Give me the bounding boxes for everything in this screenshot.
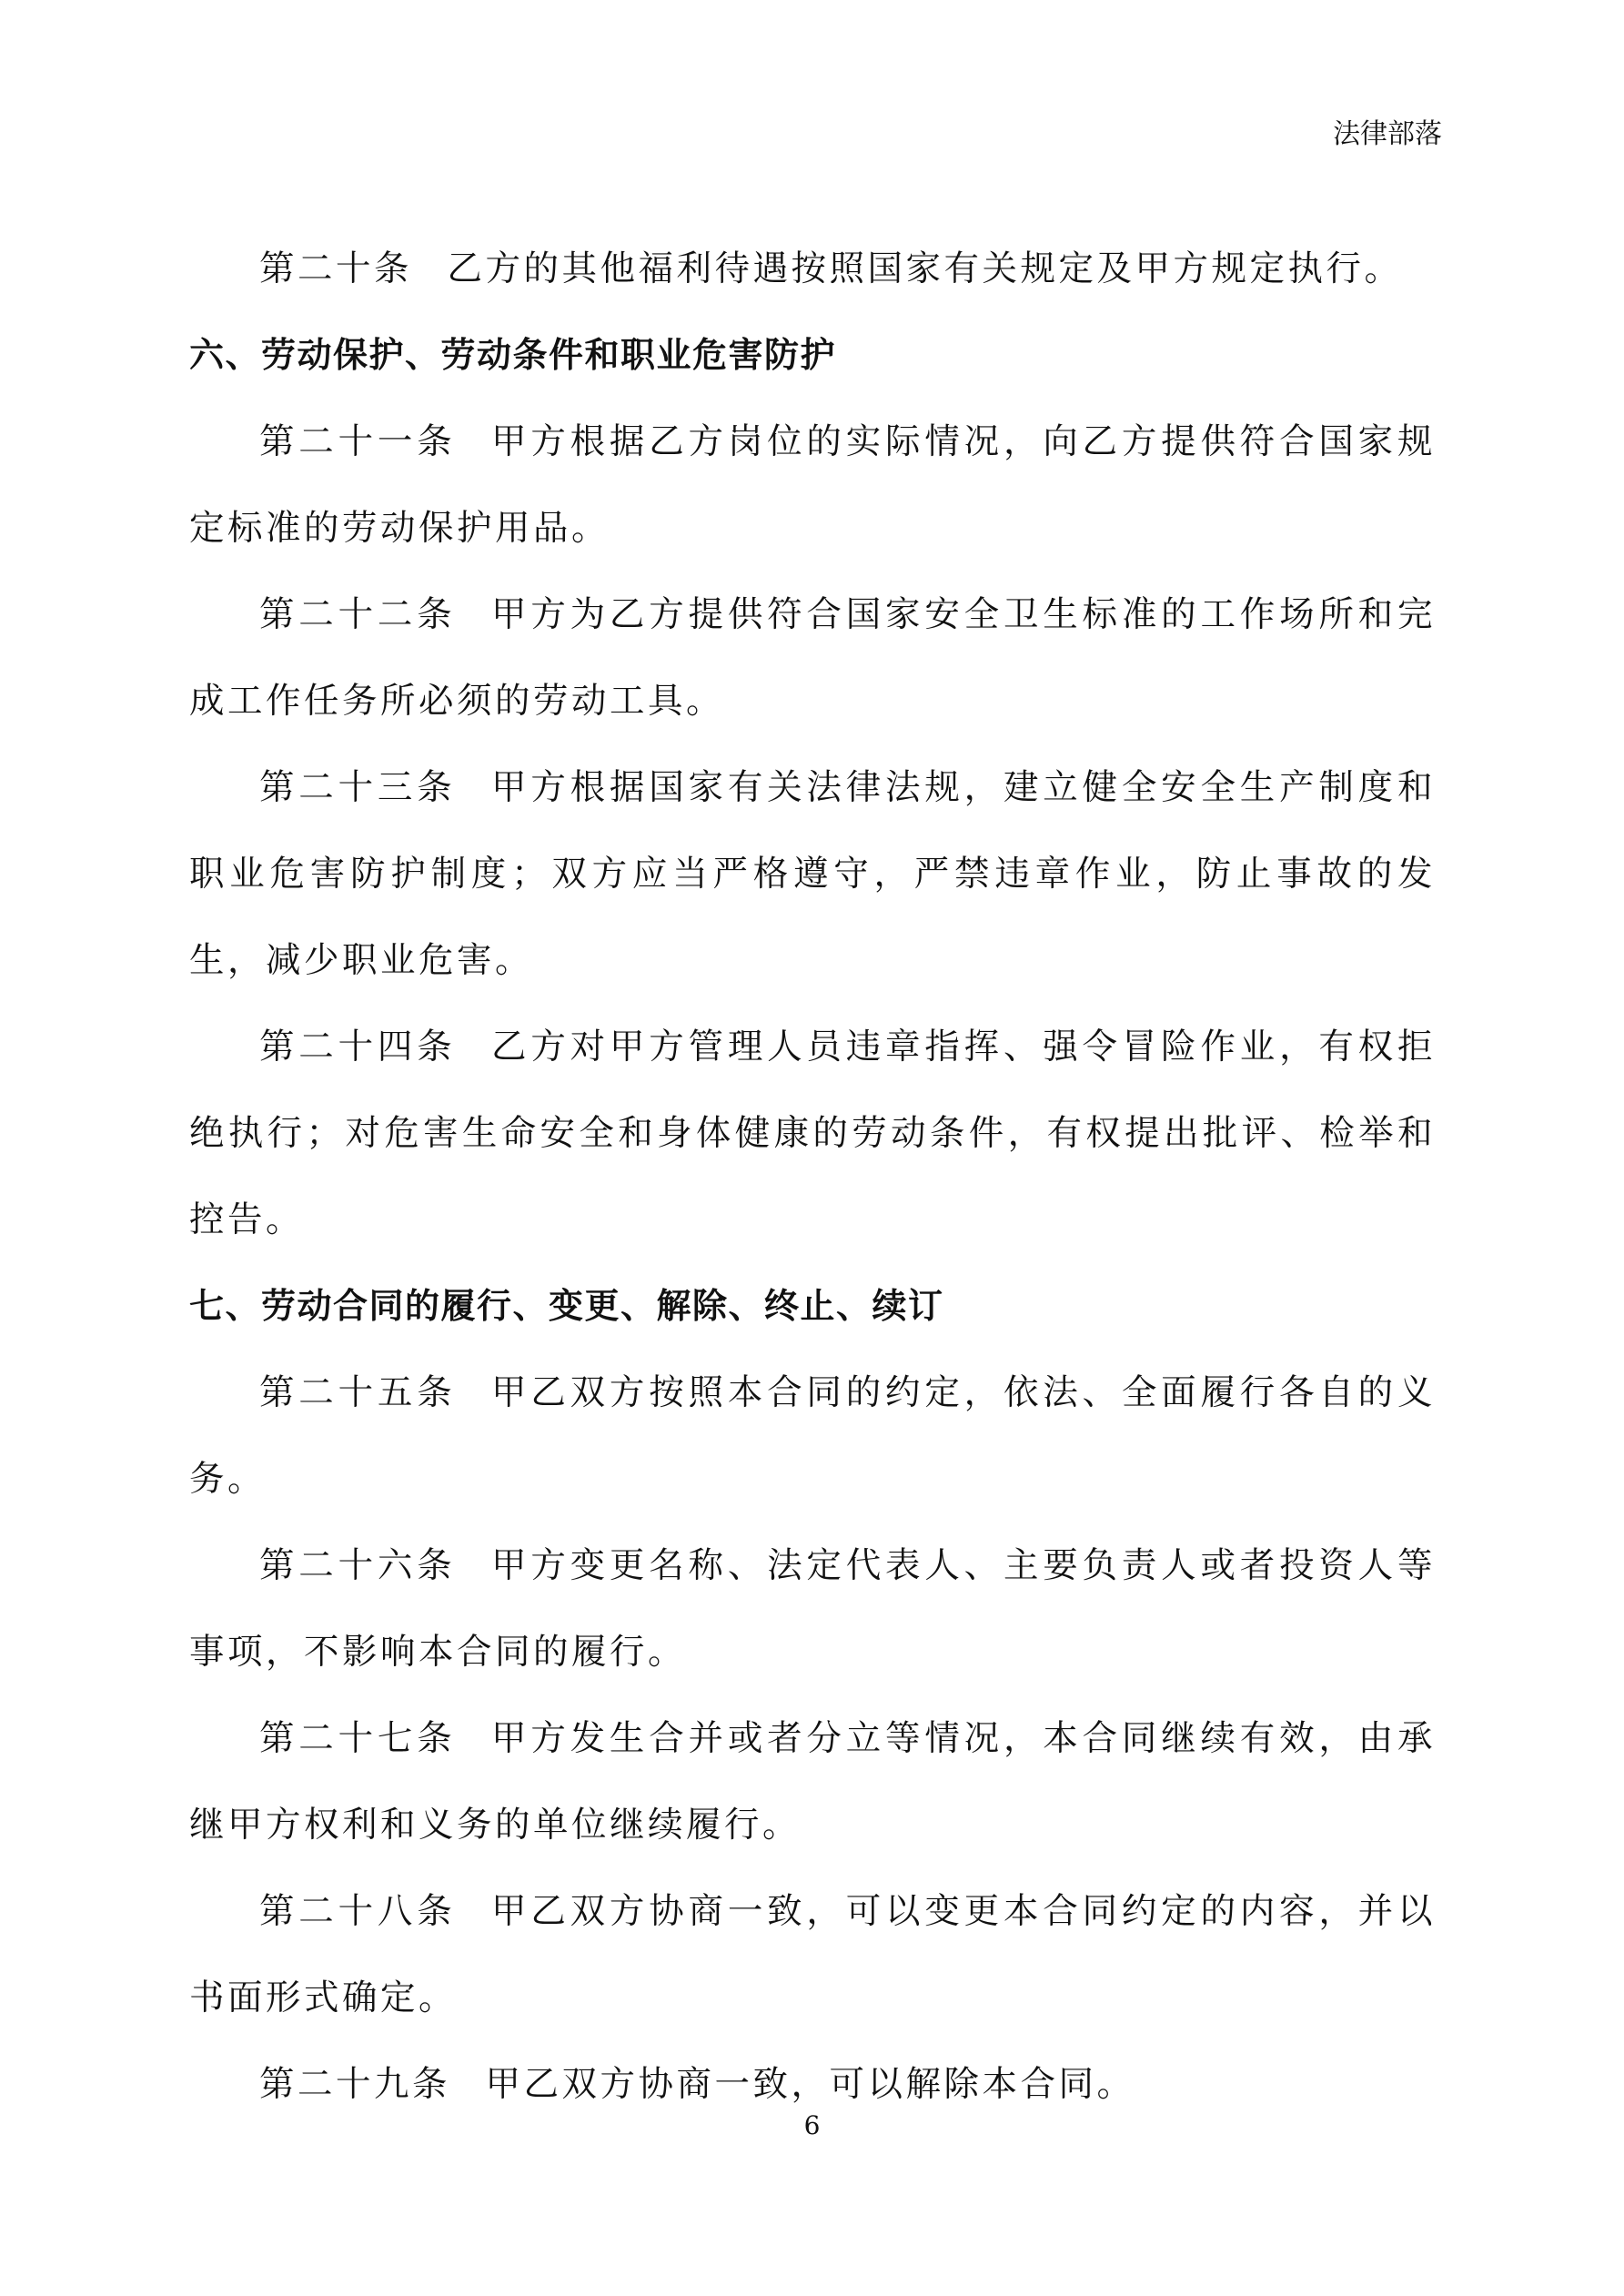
article-text: 甲方根据国家有关法律法规，建立健全安全生产制度和职业危害防护制度；双方应当严格遵守，严禁违章作业，防止事故的发生，减少职业危害。 (189, 767, 1436, 981)
page-header: 法律部落 (1333, 118, 1442, 150)
article-text: 乙方对甲方管理人员违章指挥、强令冒险作业，有权拒绝执行；对危害生命安全和身体健康的劳动条件，有权提出批评、检举和控告。 (189, 1027, 1436, 1240)
article-number: 第二十二条 (259, 594, 457, 635)
article-number: 第二十七条 (259, 1718, 457, 1759)
article-text: 甲乙双方按照本合同的约定，依法、全面履行各自的义务。 (189, 1372, 1436, 1500)
article-number: 第二十一条 (259, 421, 457, 462)
page-number: 6 (803, 2110, 821, 2140)
article-number: 第二十条 (259, 248, 413, 289)
article-number: 第二十六条 (259, 1545, 457, 1586)
article-number: 第二十三条 (259, 767, 457, 808)
article-text: 甲方发生合并或者分立等情况，本合同继续有效，由承继甲方权利和义务的单位继续履行。 (189, 1718, 1436, 1846)
article-23 (189, 744, 1436, 1004)
article-text: 甲方为乙方提供符合国家安全卫生标准的工作场所和完成工作任务所必须的劳动工具。 (189, 594, 1436, 722)
article-number: 第二十九条 (259, 2064, 451, 2105)
article-20 (189, 226, 1436, 312)
document-body (189, 226, 1436, 2128)
article-number: 第二十八条 (259, 1891, 457, 1932)
article-28 (189, 1868, 1436, 2041)
article-text: 甲方根据乙方岗位的实际情况，向乙方提供符合国家规定标准的劳动保护用品。 (189, 421, 1436, 549)
section-heading-6: 六、劳动保护、劳动条件和职业危害防护 (189, 335, 837, 375)
section-heading-7: 七、劳动合同的履行、变更、解除、终止、续订 (189, 1286, 944, 1326)
article-26 (189, 1522, 1436, 1695)
article-22 (189, 571, 1436, 744)
article-text: 乙方的其他福利待遇按照国家有关规定及甲方规定执行。 (447, 248, 1403, 289)
article-25 (189, 1350, 1436, 1522)
article-number: 第二十四条 (259, 1027, 457, 1067)
article-text: 甲方变更名称、法定代表人、主要负责人或者投资人等事项，不影响本合同的履行。 (189, 1545, 1436, 1673)
article-number: 第二十五条 (259, 1372, 457, 1413)
article-27 (189, 1695, 1436, 1868)
article-text: 甲乙双方协商一致，可以解除本合同。 (485, 2064, 1135, 2105)
article-21 (189, 399, 1436, 571)
article-text: 甲乙双方协商一致，可以变更本合同约定的内容，并以书面形式确定。 (189, 1891, 1436, 2018)
article-24 (189, 1004, 1436, 1263)
